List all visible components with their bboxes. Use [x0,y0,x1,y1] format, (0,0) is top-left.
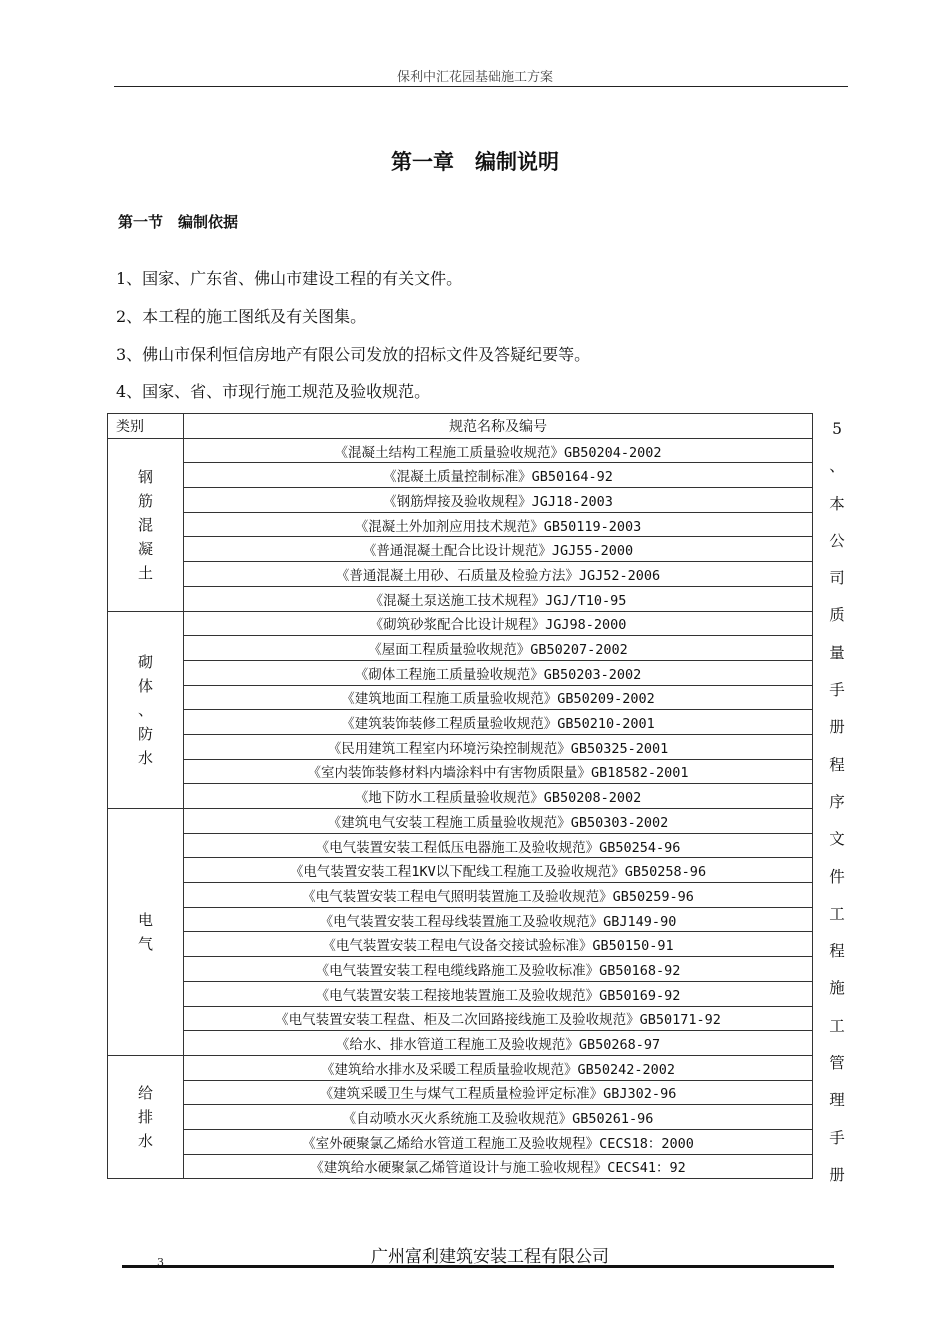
spec-cell: 《普通混凝土用砂、石质量及检验方法》JGJ52-2006 [184,562,813,587]
basis-item: 4、国家、省、市现行施工规范及验收规范。 [116,382,431,401]
table-row [108,784,813,809]
footer-company-name: 广州富利建筑安装工程有限公司 [371,1247,609,1267]
table-row [108,883,813,908]
category-char: 防 [137,724,153,743]
table-row [108,562,813,587]
spec-cell: 《普通混凝土配合比设计规范》JGJ55-2000 [184,537,813,562]
spec-cell: 《屋面工程质量验收规范》GB50207-2002 [184,636,813,661]
category-char: 混 [137,515,153,534]
spec-cell: 《建筑电气安装工程施工质量验收规范》GB50303-2002 [184,809,813,834]
table-row [108,660,813,685]
category-char: 土 [137,563,153,582]
category-cell [108,809,184,1056]
side-note-char: 理 [829,1091,845,1110]
spec-cell: 《电气装置安装工程低压电器施工及验收规范》GB50254-96 [184,833,813,858]
table-row [108,1080,813,1105]
side-note-char: 本 [829,494,845,513]
spec-cell: 《混凝土结构工程施工质量验收规范》GB50204-2002 [184,438,813,463]
spec-cell: 《建筑给水硬聚氯乙烯管道设计与施工验收规程》CECS41：92 [184,1154,813,1179]
spec-cell: 《钢筋焊接及验收规程》JGJ18-2003 [184,488,813,513]
table-row [108,611,813,636]
spec-column-header: 规范名称及编号 [184,414,813,439]
table-row [108,512,813,537]
spec-cell: 《混凝土质量控制标准》GB50164-92 [184,463,813,488]
table-row [108,957,813,982]
spec-cell: 《建筑采暖卫生与煤气工程质量检验评定标准》GBJ302-96 [184,1080,813,1105]
spec-cell: 《电气装置安装工程电气设备交接试验标准》GB50150-91 [184,932,813,957]
side-note-char: 册 [829,718,845,737]
table-row [108,1006,813,1031]
page-number: 3 [157,1256,164,1269]
category-char: 水 [137,1132,153,1151]
header-rule [114,86,848,87]
side-note-char: 工 [829,1016,845,1035]
table-row [108,438,813,463]
side-note-char: 公 [829,531,845,550]
section-title: 第一节 编制依据 [118,213,239,231]
spec-cell: 《建筑给水排水及采暖工程质量验收规范》GB50242-2002 [184,1055,813,1080]
spec-cell: 《室外硬聚氯乙烯给水管道工程施工及验收规程》CECS18：2000 [184,1129,813,1154]
side-note-char: 工 [829,904,845,923]
table-row [108,537,813,562]
footer-rule [122,1265,834,1268]
basis-item: 2、本工程的施工图纸及有关图集。 [116,307,367,326]
table-row [108,734,813,759]
spec-cell: 《给水、排水管道工程施工及验收规范》GB50268-97 [184,1031,813,1056]
basis-item: 1、国家、广东省、佛山市建设工程的有关文件。 [116,269,463,288]
chapter-title: 第一章 编制说明 [391,150,559,174]
side-note-char: 量 [829,643,845,662]
category-cell [108,438,184,611]
side-note-char: 程 [829,942,845,961]
side-note-char: 施 [829,979,845,998]
table-row [108,932,813,957]
side-note-char: 管 [829,1054,845,1073]
table-row [108,710,813,735]
side-note-char: 序 [829,792,845,811]
table-header-row [108,414,813,439]
spec-cell: 《电气装置安装工程电气照明装置施工及验收规范》GB50259-96 [184,883,813,908]
spec-cell: 《电气装置安装工程接地装置施工及验收规范》GB50169-92 [184,981,813,1006]
table-row [108,1105,813,1130]
spec-cell: 《混凝土外加剂应用技术规范》GB50119-2003 [184,512,813,537]
spec-cell: 《电气装置安装工程盘、柜及二次回路接线施工及验收规范》GB50171-92 [184,1006,813,1031]
table-row [108,463,813,488]
side-note-char: 手 [829,1128,845,1147]
spec-cell: 《混凝土泵送施工技术规程》JGJ/T10-95 [184,586,813,611]
category-cell [108,611,184,809]
category-char: 、 [137,700,153,719]
side-note-char: 司 [829,569,845,588]
spec-cell: 《室内装饰装修材料内墙涂料中有害物质限量》GB18582-2001 [184,759,813,784]
table-row [108,833,813,858]
spec-cell: 《地下防水工程质量验收规范》GB50208-2002 [184,784,813,809]
category-char: 体 [137,676,153,695]
table-row [108,1129,813,1154]
standards-table [107,413,813,1179]
category-char: 凝 [137,539,153,558]
side-note-char: 件 [829,867,845,886]
table-row [108,809,813,834]
category-char: 筋 [137,491,153,510]
category-char: 砌 [137,652,153,671]
spec-cell: 《电气装置安装工程电缆线路施工及验收标准》GB50168-92 [184,957,813,982]
category-column-header: 类别 [108,414,184,439]
table-row [108,1154,813,1179]
table-row [108,858,813,883]
spec-cell: 《电气装置安装工程母线装置施工及验收规范》GBJ149-90 [184,907,813,932]
table-row [108,488,813,513]
table-row [108,586,813,611]
side-note-char: 文 [829,830,845,849]
table-row [108,1055,813,1080]
side-note-char: 程 [829,755,845,774]
spec-cell: 《建筑地面工程施工质量验收规范》GB50209-2002 [184,685,813,710]
category-char: 电 [137,910,153,929]
table-row [108,759,813,784]
table-row [108,1031,813,1056]
spec-cell: 《砌筑砂浆配合比设计规程》JGJ98-2000 [184,611,813,636]
spec-cell: 《民用建筑工程室内环境污染控制规范》GB50325-2001 [184,734,813,759]
table-row [108,685,813,710]
spec-cell: 《砌体工程施工质量验收规范》GB50203-2002 [184,660,813,685]
spec-cell: 《建筑装饰装修工程质量验收规范》GB50210-2001 [184,710,813,735]
side-note-char: 、 [829,457,845,476]
category-char: 钢 [137,467,153,486]
running-header-title: 保利中汇花园基础施工方案 [396,70,553,85]
side-note-char: 5 [832,420,842,438]
basis-item: 3、佛山市保利恒信房地产有限公司发放的招标文件及答疑纪要等。 [116,345,591,364]
category-char: 排 [137,1108,153,1127]
table-row [108,907,813,932]
side-note-char: 册 [829,1165,845,1184]
category-char: 水 [137,748,153,767]
table-row [108,981,813,1006]
spec-cell: 《自动喷水灭火系统施工及验收规范》GB50261-96 [184,1105,813,1130]
table-row [108,636,813,661]
category-char: 气 [137,934,153,953]
side-note-char: 质 [829,606,845,625]
side-note-vertical-text [826,411,848,1194]
category-cell [108,1055,184,1178]
spec-cell: 《电气装置安装工程1KV以下配线工程施工及验收规范》GB50258-96 [184,858,813,883]
side-note-char: 手 [829,681,845,700]
category-char: 给 [137,1084,153,1103]
